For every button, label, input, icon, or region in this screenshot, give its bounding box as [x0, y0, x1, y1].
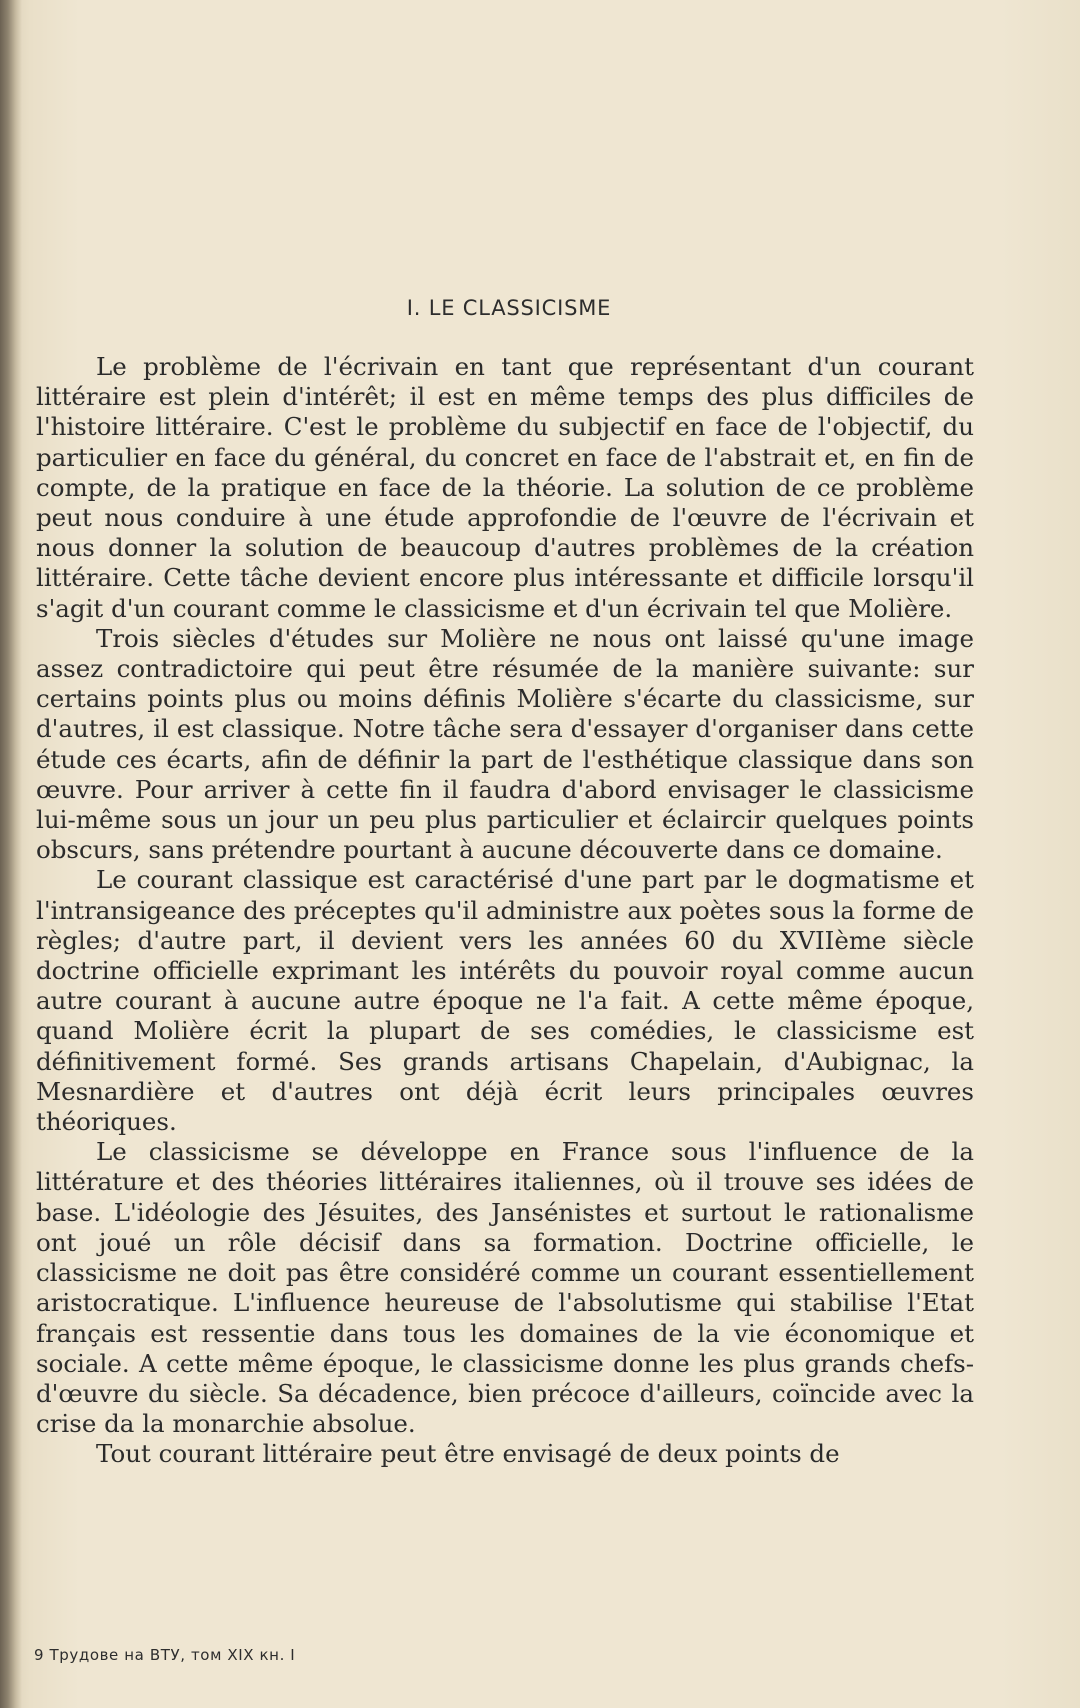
- chapter-heading: I. LE CLASSICISME: [406, 296, 612, 320]
- book-binding-edge: [0, 0, 22, 1708]
- paragraph-2: Trois siècles d'études sur Molière ne nous ont laissé qu'une image assez contradictoire qui peut être résumée de la manière suivante: sur certains points plus ou moins définis Molière s'écarte du classicisme, sur d'autres, il est classique. Notre tâche sera d'essayer d'organiser dans cette étude ces écarts, afin de définir la part de l'esthétique classique dans son œuvre. Pour arriver à cette fin il faudra d'abord envisager le classicisme lui-même sous un jour un peu plus particulier et éclaircir quelques points obscurs, sans prétendre pourtant à aucune découverte dans ce domaine.: [36, 623, 974, 865]
- body-text: [36, 352, 974, 1470]
- paragraph-3: Le courant classique est caractérisé d'une part par le dogmatisme et l'intransigeance des préceptes qu'il administre aux poètes sous la forme de règles; d'autre part, il devient vers les années 60 du XVIIème siècle doctrine officielle exprimant les intérêts du pouvoir royal comme aucun autre courant à aucune autre époque ne l'a fait. A cette même époque, quand Molière écrit la plupart de ses comédies, le classicisme est définitivement formé. Ses grands artisans Chapelain, d'Aubignac, la Mesnardière et d'autres ont déjà écrit leurs principales œuvres théoriques.: [36, 865, 974, 1137]
- page-footer-signature: 9 Трудове на ВТУ, том XIX кн. I: [34, 1646, 296, 1664]
- paragraph-5: Tout courant littéraire peut être envisagé de deux points de: [96, 1439, 840, 1469]
- paragraph-4: Le classicisme se développe en France sous l'influence de la littérature et des théories littéraires italiennes, où il trouve ses idées de base. L'idéologie des Jésuites, des Jansénistes et surtout le rationalisme ont joué un rôle décisif dans sa formation. Doctrine officielle, le classicisme ne doit pas être considéré comme un courant essentiellement aristocratique. L'influence heureuse de l'absolutisme qui stabilise l'Etat français est ressentie dans tous les domaines de la vie économique et sociale. A cette même époque, le classicisme donne les plus grands chefs-d'œuvre du siècle. Sa décadence, bien précoce d'ailleurs, coïncide avec la crise da la monarchie absolue.: [36, 1137, 974, 1439]
- paragraph-1: Le problème de l'écrivain en tant que représentant d'un courant littéraire est plein d'intérêt; il est en même temps des plus difficiles de l'histoire littéraire. C'est le problème du subjectif en face de l'objectif, du particulier en face du général, du concret en face de l'abstrait et, en fin de compte, de la pratique en face de la théorie. La solution de ce problème peut nous conduire à une étude approfondie de l'œuvre de l'écrivain et nous donner la solution de beaucoup d'autres problèmes de la création littéraire. Cette tâche devient encore plus intéressante et difficile lorsqu'il s'agit d'un courant comme le classicisme et d'un écrivain tel que Molière.: [36, 352, 974, 623]
